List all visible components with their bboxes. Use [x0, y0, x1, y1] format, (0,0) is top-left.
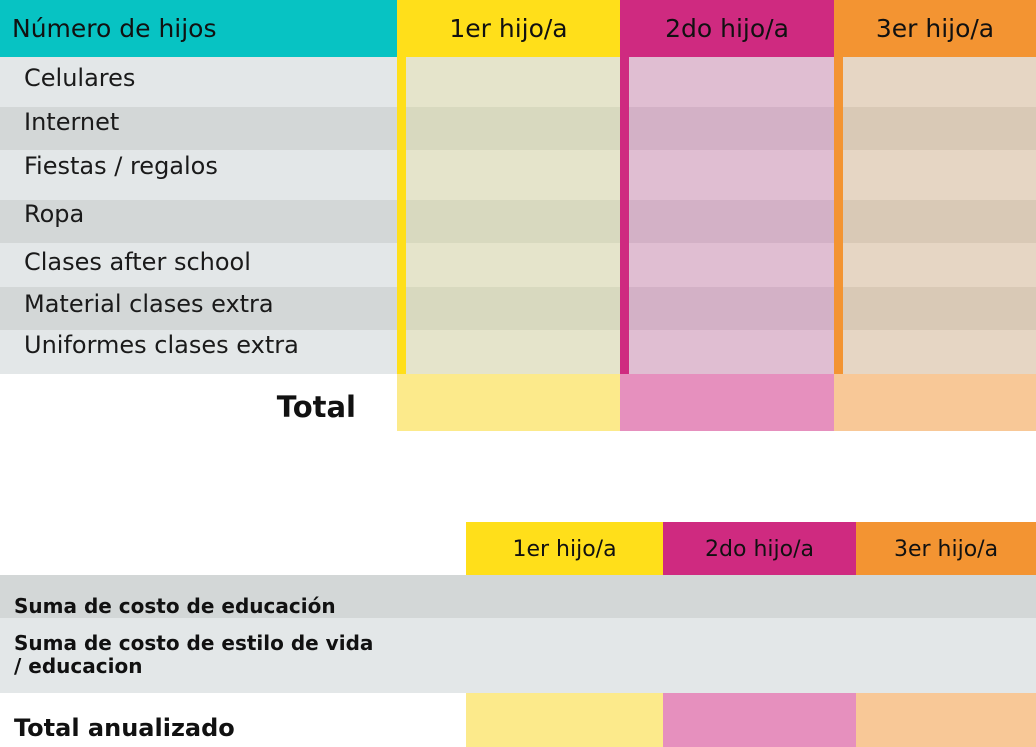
input-cell[interactable] [406, 330, 620, 374]
row-label-phones: Celulares [24, 64, 136, 92]
input-cell[interactable] [843, 200, 1036, 243]
input-cell[interactable] [629, 200, 834, 243]
input-cell[interactable] [406, 107, 620, 150]
input-cell[interactable] [629, 107, 834, 150]
total-annualized-label: Total anualizado [14, 714, 235, 742]
input-cell[interactable] [629, 57, 834, 107]
row-label-lifestyle-cost-sum: Suma de costo de estilo de vida [14, 631, 374, 655]
column-accent-bar-third [834, 57, 843, 374]
row-lifestyle-cost-sum[interactable] [0, 618, 1036, 693]
annual-total-cell-third-child[interactable] [856, 693, 1036, 747]
column-header-second-child: 2do hijo/a [620, 0, 834, 57]
input-cell[interactable] [843, 287, 1036, 330]
input-cell[interactable] [843, 330, 1036, 374]
row-label-internet: Internet [24, 108, 120, 136]
input-cell[interactable] [629, 150, 834, 200]
column-header-third-child: 3er hijo/a [856, 522, 1036, 575]
input-cell[interactable] [406, 150, 620, 200]
input-cell[interactable] [406, 243, 620, 287]
annual-total-cell-second-child[interactable] [663, 693, 856, 747]
row-label-education-cost-sum: Suma de costo de educación [14, 594, 336, 618]
input-cell[interactable] [843, 57, 1036, 107]
total-cell-third-child[interactable] [834, 374, 1036, 431]
total-label: Total [276, 390, 356, 424]
header-number-of-children: Número de hijos [0, 0, 397, 57]
annual-total-cell-first-child[interactable] [466, 693, 663, 747]
input-cell[interactable] [629, 287, 834, 330]
row-label-parties-gifts: Fiestas / regalos [24, 152, 218, 180]
total-cell-second-child[interactable] [620, 374, 834, 431]
input-cell[interactable] [843, 243, 1036, 287]
input-cell[interactable] [843, 150, 1036, 200]
input-cell[interactable] [629, 243, 834, 287]
column-header-first-child: 1er hijo/a [466, 522, 663, 575]
row-label-extra-class-materials: Material clases extra [24, 290, 274, 318]
input-cell[interactable] [843, 107, 1036, 150]
input-cell[interactable] [406, 287, 620, 330]
input-cell[interactable] [406, 200, 620, 243]
column-header-third-child: 3er hijo/a [834, 0, 1036, 57]
column-header-first-child: 1er hijo/a [397, 0, 620, 57]
row-label-extra-class-uniforms: Uniformes clases extra [24, 331, 299, 359]
row-label-clothes: Ropa [24, 200, 85, 228]
input-cell[interactable] [629, 330, 834, 374]
column-accent-bar-second [620, 57, 629, 374]
input-cell[interactable] [406, 57, 620, 107]
column-accent-bar-first [397, 57, 406, 374]
column-header-second-child: 2do hijo/a [663, 522, 856, 575]
row-label-after-school: Clases after school [24, 248, 251, 276]
total-cell-first-child[interactable] [397, 374, 620, 431]
row-label-lifestyle-cost-sum-cont: / educacion [14, 654, 143, 678]
